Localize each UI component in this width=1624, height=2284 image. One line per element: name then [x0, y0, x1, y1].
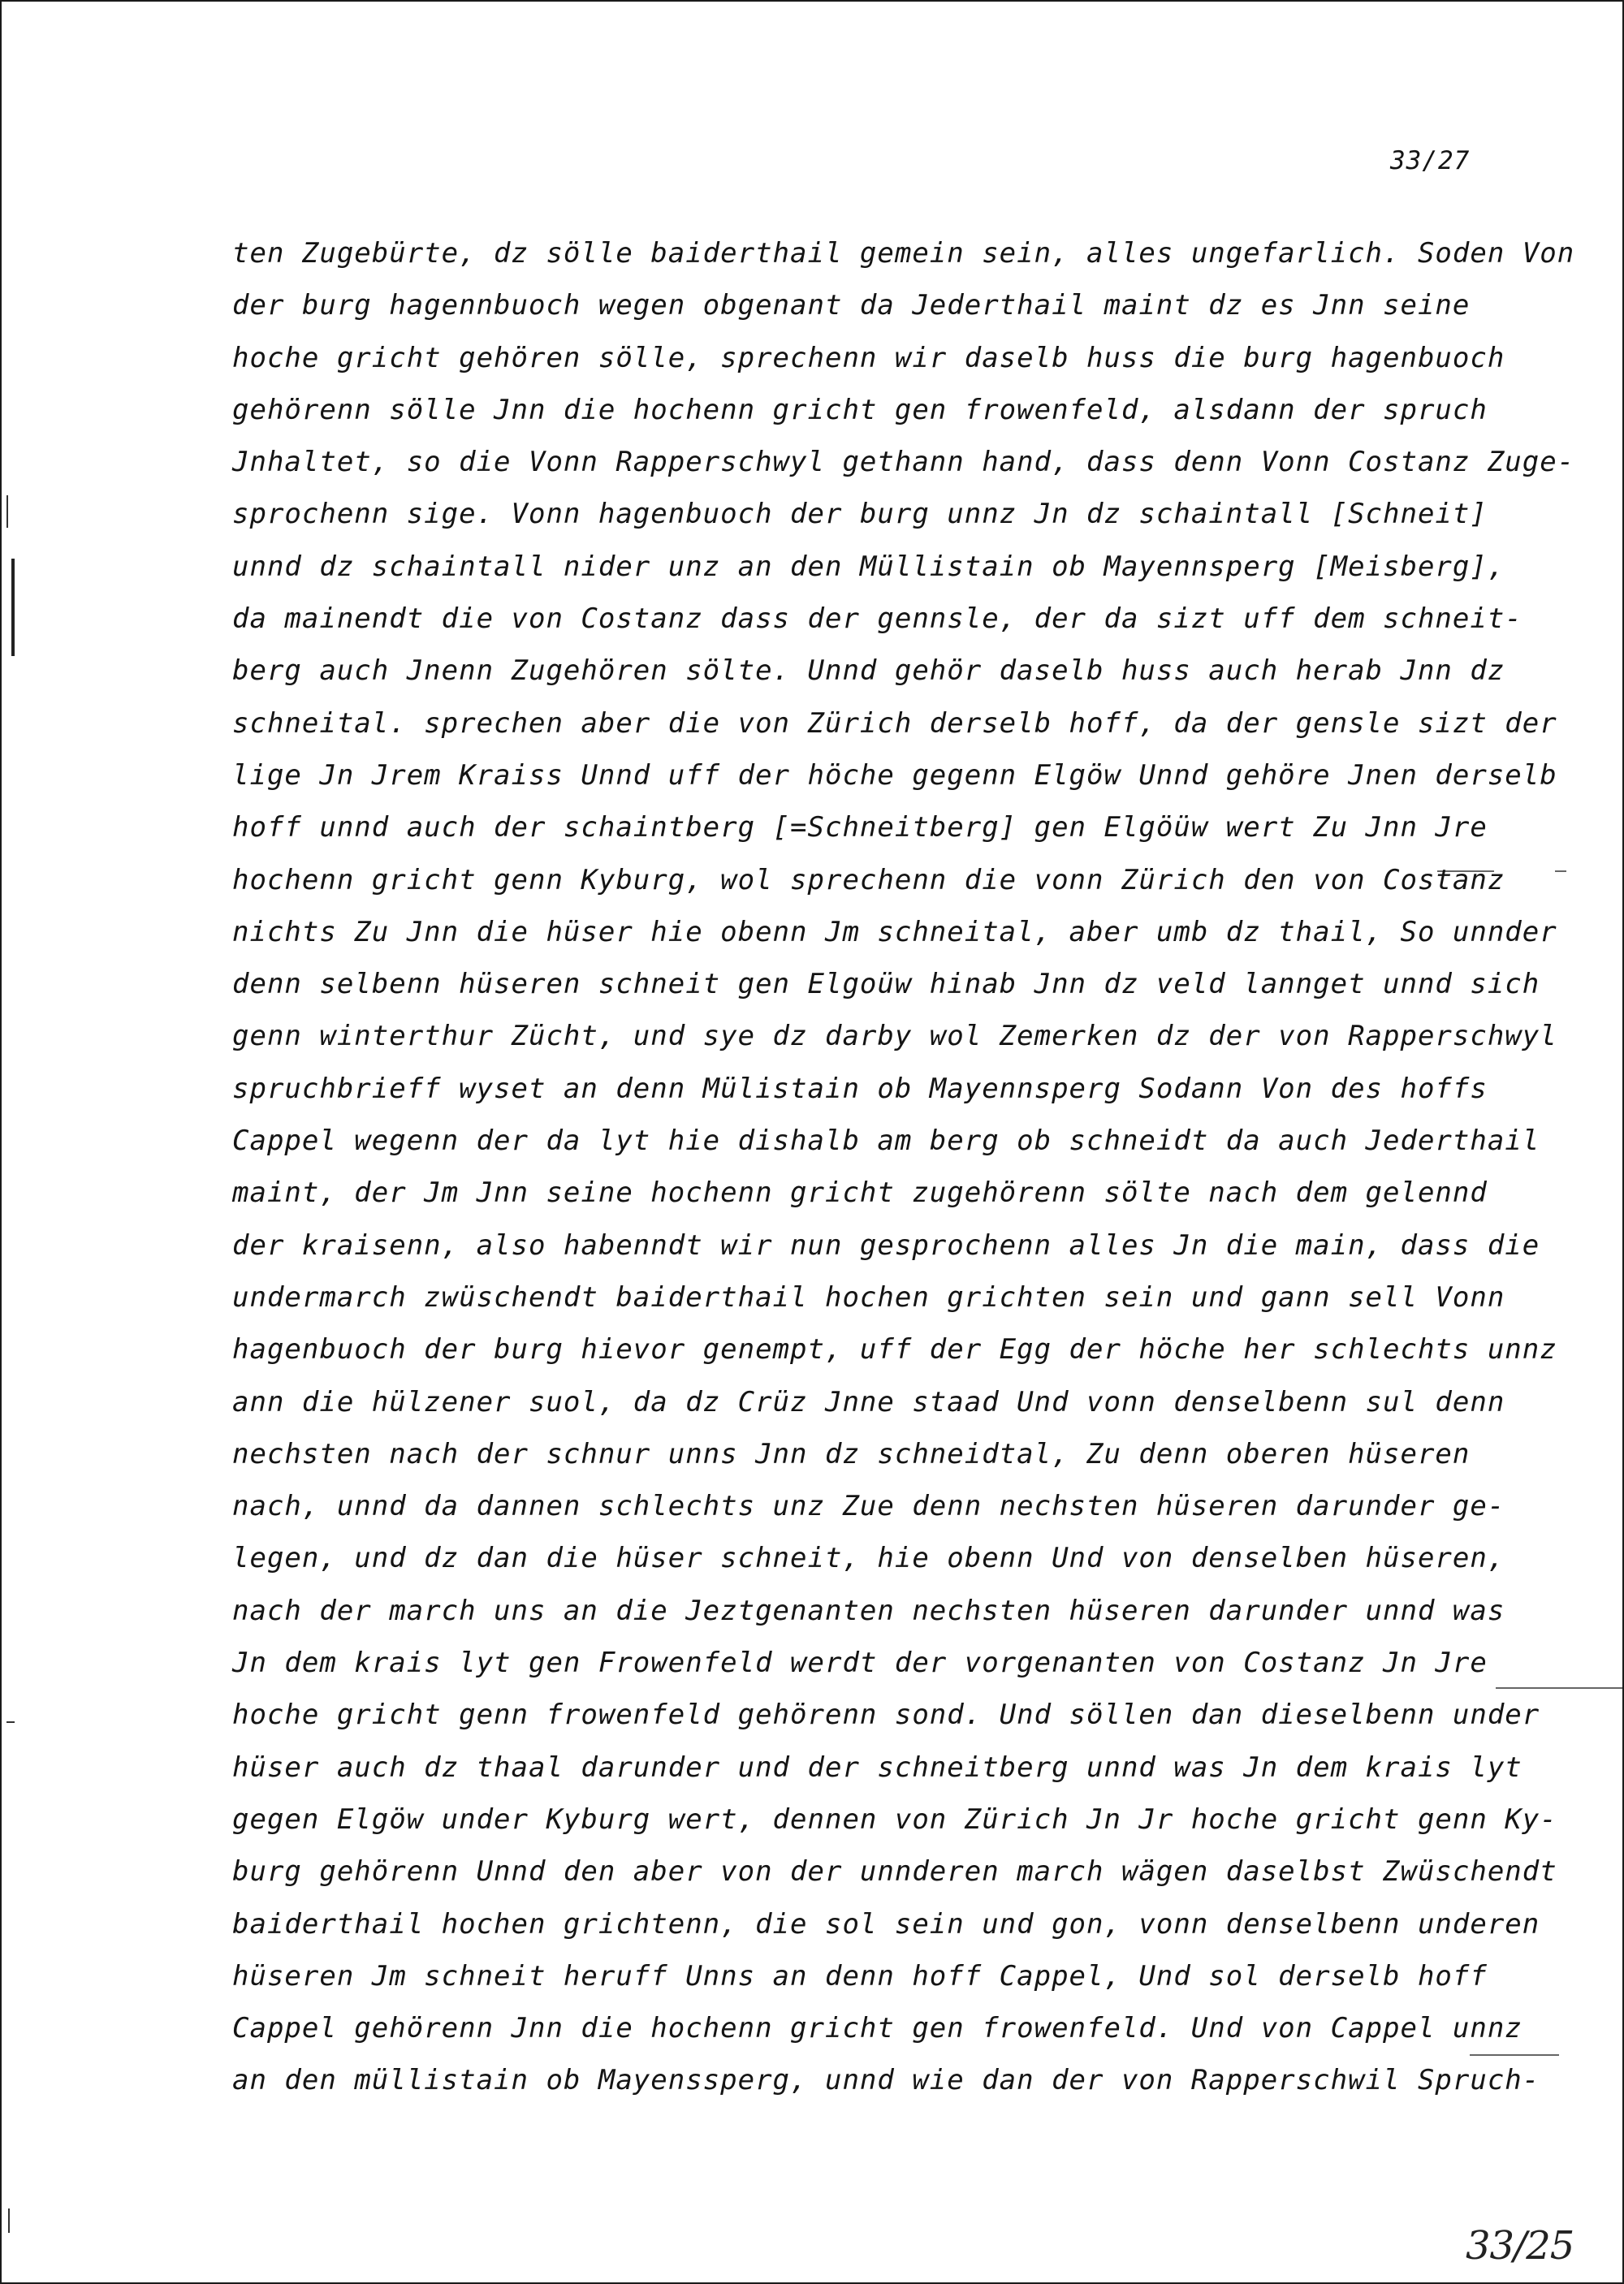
text-line: da mainendt die von Costanz dass der gennsle, der da sizt uff dem schneit-	[232, 602, 1522, 636]
ruled-stroke	[1496, 1687, 1622, 1689]
margin-bracket-mark	[11, 559, 15, 656]
text-line: spruchbrieff wyset an denn Mülistain ob Mayennsperg Sodann Von des hoffs	[232, 1072, 1488, 1105]
text-line: ten Zugebürte, dz sölle baiderthail gemein sein, alles ungefarlich. Soden Von	[232, 237, 1575, 270]
text-line: baiderthail hochen grichtenn, die sol sein und gon, vonn denselbenn underen	[232, 1907, 1540, 1941]
page-number-bottom: 33/25	[1466, 2223, 1574, 2269]
text-line: gegen Elgöw under Kyburg wert, dennen von Zürich Jn Jr hoche gricht genn Ky-	[232, 1803, 1557, 1836]
text-line: berg auch Jnenn Zugehören sölte. Unnd gehör daselb huss auch herab Jnn dz	[232, 654, 1505, 688]
text-line: undermarch zwüschendt baiderthail hochen grichten sein und gann sell Vonn	[232, 1280, 1505, 1314]
text-line: sprochenn sige. Vonn hagenbuoch der burg unnz Jn dz schaintall [Schneit]	[232, 498, 1488, 531]
text-line: nach der march uns an die Jeztgenanten nechsten hüseren darunder unnd was	[232, 1594, 1505, 1627]
text-line: Cappel gehörenn Jnn die hochenn gricht gen frowenfeld. Und von Cappel unnz	[232, 2012, 1522, 2045]
margin-dash-mark	[6, 495, 8, 528]
margin-dash-mark	[6, 1721, 15, 1723]
text-line: Jn dem krais lyt gen Frowenfeld werdt der vorgenanten von Costanz Jn Jre	[232, 1647, 1488, 1680]
text-line: legen, und dz dan die hüser schneit, hie obenn Und von denselben hüseren,	[232, 1542, 1505, 1575]
margin-dash-mark	[8, 2208, 10, 2233]
text-line: Jnhaltet, so die Vonn Rapperschwyl gethann hand, dass denn Vonn Costanz Zuge-	[232, 446, 1575, 479]
text-line: hüser auch dz thaal darunder und der schneitberg unnd was Jn dem krais lyt	[232, 1751, 1522, 1784]
text-line: nach, unnd da dannen schlechts unz Zue denn nechsten hüseren darunder ge-	[232, 1490, 1505, 1523]
document-body	[232, 227, 1575, 2107]
text-line: unnd dz schaintall nider unz an den Müllistain ob Mayennsperg [Meisberg],	[232, 550, 1505, 583]
text-line: hüseren Jm schneit heruff Unns an denn hoff Cappel, Und sol derselb hoff	[232, 1959, 1488, 1993]
text-line: schneital. sprechen aber die von Zürich derselb hoff, da der gensle sizt der	[232, 706, 1557, 740]
text-line: Cappel wegenn der da lyt hie dishalb am berg ob schneidt da auch Jederthail	[232, 1125, 1540, 1158]
text-line: maint, der Jm Jnn seine hochenn gricht zugehörenn sölte nach dem gelennd	[232, 1177, 1488, 1210]
text-line: hoche gricht genn frowenfeld gehörenn sond. Und söllen dan dieselbenn under	[232, 1699, 1540, 1732]
text-line: ann die hülzener suol, da dz Crüz Jnne staad Und vonn denselbenn sul denn	[232, 1385, 1505, 1418]
ruled-stroke	[1555, 870, 1566, 872]
text-line: der kraisenn, also habenndt wir nun gesprochenn alles Jn die main, dass die	[232, 1228, 1540, 1262]
text-line: genn winterthur Zücht, und sye dz darby wol Zemerken dz der von Rapperschwyl	[232, 1020, 1557, 1053]
page-number-top: 33/27	[1390, 146, 1471, 175]
text-line: lige Jn Jrem Kraiss Unnd uff der höche gegenn Elgöw Unnd gehöre Jnen derselb	[232, 758, 1557, 792]
text-line: nichts Zu Jnn die hüser hie obenn Jm schneital, aber umb dz thail, So unnder	[232, 915, 1557, 948]
text-line: an den müllistain ob Mayenssperg, unnd wie dan der von Rapperschwil Spruch-	[232, 2064, 1540, 2097]
text-line: hoche gricht gehören sölle, sprechenn wir daselb huss die burg hagenbuoch	[232, 341, 1505, 374]
text-line: gehörenn sölle Jnn die hochenn gricht gen frowenfeld, alsdann der spruch	[232, 393, 1488, 426]
text-line: der burg hagennbuoch wegen obgenant da Jederthail maint dz es Jnn seine	[232, 289, 1471, 322]
text-line: nechsten nach der schnur unns Jnn dz schneidtal, Zu denn oberen hüseren	[232, 1437, 1471, 1470]
text-line: hagenbuoch der burg hievor genempt, uff der Egg der höche her schlechts unnz	[232, 1333, 1557, 1367]
text-line: denn selbenn hüseren schneit gen Elgoüw hinab Jnn dz veld lannget unnd sich	[232, 968, 1540, 1001]
text-line: hoff unnd auch der schaintberg [=Schneitberg] gen Elgöüw wert Zu Jnn Jre	[232, 811, 1488, 844]
text-line: burg gehörenn Unnd den aber von der unnderen march wägen daselbst Zwüschendt	[232, 1855, 1557, 1889]
text-line: hochenn gricht genn Kyburg, wol sprechenn die vonn Zürich den von Costanz	[232, 863, 1505, 896]
